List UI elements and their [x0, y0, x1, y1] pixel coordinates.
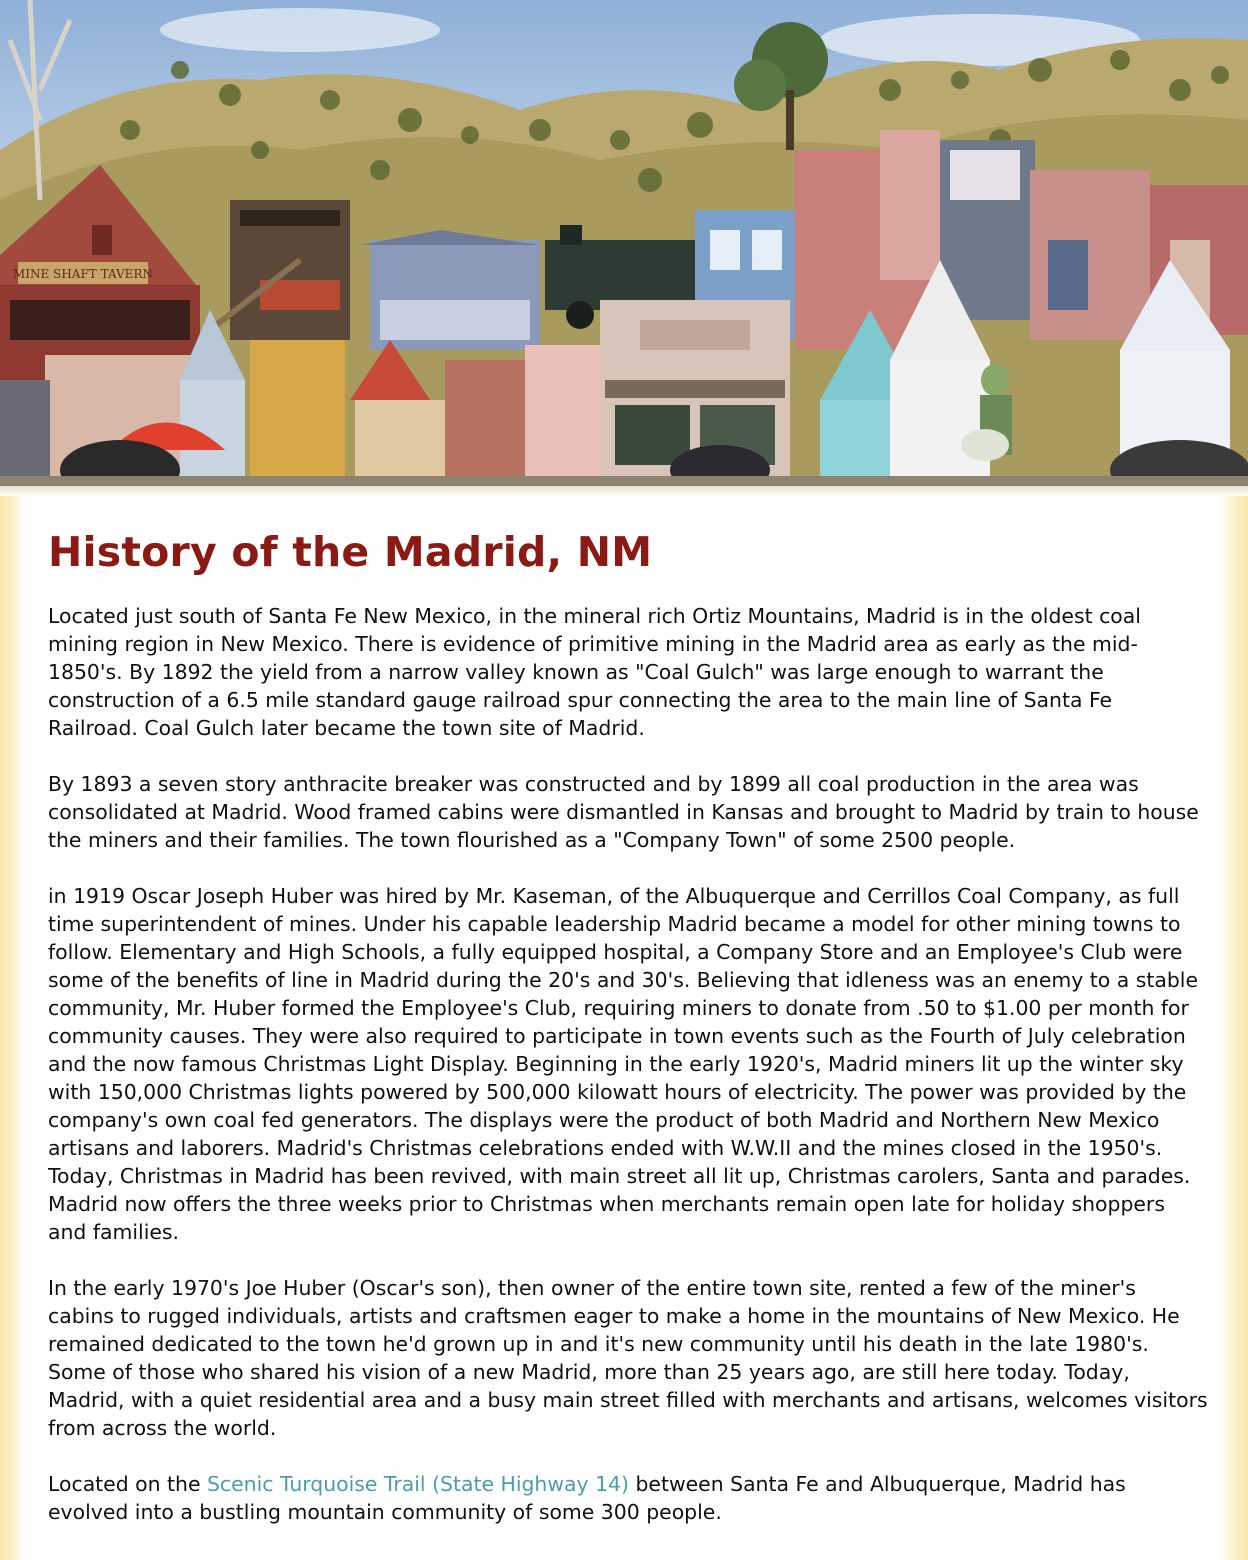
paragraph-artist-revival: In the early 1970's Joe Huber (Oscar's son), then owner of the entire town site, rented a few of the miner's cabins to rugged individuals, artists and craftsmen eager to make a home in the mountains of New Mexico. He remained dedicated to the town he'd grown up in and it's new community until his death in the late 1980's. Some of those who shared his vision of a new Madrid, more than 25 years ago, are still here today. Today, Madrid, with a quiet residential area and a busy main street filled with merchants and artisans, welcomes visitors from across the world.: [48, 1276, 1208, 1440]
paragraph-company-town: By 1893 a seven story anthracite breaker was constructed and by 1899 all coal production in the area was consolidated at Madrid. Wood framed cabins were dismantled in Kansas and brought to Madrid by train to house the miners and their families. The town flourished as a "Company Town" of some 2500 people.: [48, 772, 1199, 852]
paragraph-huber-era: in 1919 Oscar Joseph Huber was hired by Mr. Kaseman, of the Albuquerque and Cerrillos Coal Company, as full time superintendent of mines. Under his capable leadership Madrid became a model for other mining towns to follow. Elementary and High Schools, a fully equipped hospital, a Company Store and an Employee's Club were some of the benefits of line in Madrid during the 20's and 30's. Believing that idleness was an enemy to a stable community, Mr. Huber formed the Employee's Club, requiring miners to donate from .50 to $1.00 per month for community causes. They were also required to participate in town events such as the Fourth of July celebration and the now famous Christmas Light Display. Beginning in the early 1920's, Madrid miners lit up the winter sky with 150,000 Christmas lights powered by 500,000 kilowatt hours of electricity. The power was provided by the company's own coal fed generators. The displays were the product of both Madrid and Northern New Mexico artisans and laborers. Madrid's Christmas celebrations ended with W.W.II and the mines closed in the 1950's. Today, Christmas in Madrid has been revived, with main street all lit up, Christmas carolers, Santa and parades. Madrid now offers the three weeks prior to Christmas when merchants remain open late for holiday shoppers and families.: [48, 884, 1198, 1244]
mine-shaft-tavern-sign: MINE SHAFT TAVERN: [13, 267, 153, 281]
banner-divider: [0, 486, 1248, 496]
content-panel: [22, 496, 1220, 1560]
location-text-after: between Santa Fe and Albuquerque, Madrid has evolved into a bustling mountain community of some 300 people.: [48, 1472, 1126, 1524]
turquoise-trail-link[interactable]: Scenic Turquoise Trail (State Highway 14): [206, 1472, 629, 1496]
paragraph-location: [48, 1470, 1208, 1526]
history-article: [48, 602, 1208, 1554]
location-text-before: Located on the: [48, 1472, 207, 1496]
paragraph-origins: Located just south of Santa Fe New Mexico, in the mineral rich Ortiz Mountains, Madrid is in the oldest coal mining region in New Mexico. There is evidence of primitive mining in the Madrid area as early as the mid-1850's. By 1892 the yield from a narrow valley known as "Coal Gulch" was large enough to warrant the construction of a 6.5 mile standard gauge railroad spur connecting the area to the main line of Santa Fe Railroad. Coal Gulch later became the town site of Madrid.: [48, 604, 1141, 740]
banner-illustration: [0, 0, 1248, 486]
header-banner-image: [0, 0, 1248, 486]
page-title: History of the Madrid, NM: [48, 528, 653, 576]
